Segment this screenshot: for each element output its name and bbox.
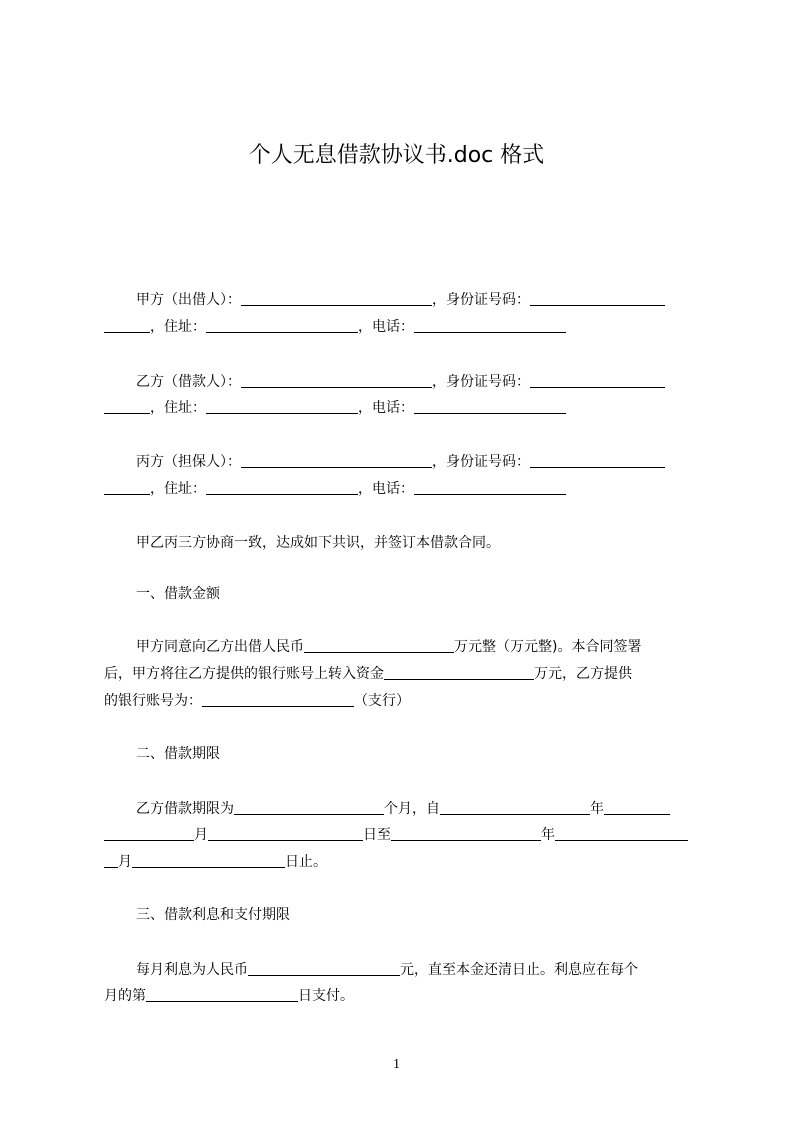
party-a-line-2 xyxy=(104,317,704,337)
section-2-text-1b: 个月，自 xyxy=(384,801,440,817)
party-b-address-blank[interactable] xyxy=(206,399,358,414)
party-b-line-1 xyxy=(136,372,736,392)
party-c-line-1 xyxy=(136,452,736,472)
section-2-line-2 xyxy=(104,825,704,845)
section-3-text-2b: 日支付。 xyxy=(298,988,354,1004)
party-a-id-label: ，身份证号码： xyxy=(432,292,530,308)
party-c-phone-blank[interactable] xyxy=(414,480,566,495)
section-3-line-2 xyxy=(104,986,704,1006)
party-c-id-blank[interactable] xyxy=(530,453,665,468)
end-day-blank[interactable] xyxy=(132,853,285,868)
page-number: 1 xyxy=(393,1057,400,1072)
party-c-id-label: ，身份证号码： xyxy=(432,454,530,470)
section-3-heading: 三、借款利息和支付期限 xyxy=(136,907,290,923)
document-title: 个人无息借款协议书.doc 格式 xyxy=(248,143,545,168)
party-b-label: 乙方（借款人）： xyxy=(136,374,241,390)
section-3-line-1 xyxy=(136,960,736,980)
transfer-amount-blank[interactable] xyxy=(384,665,534,680)
section-1-line-2 xyxy=(104,664,704,684)
section-3-text-2a: 月的第 xyxy=(104,988,146,1004)
party-b-address-label: ，住址： xyxy=(150,400,206,416)
section-1-text-3a: 的银行账号为： xyxy=(104,693,202,709)
party-a-phone-label: ，电话： xyxy=(358,319,414,335)
party-a-id-blank-continued[interactable] xyxy=(104,318,150,333)
section-2-day-to: 日至 xyxy=(363,827,391,843)
section-2-month-2: 月 xyxy=(118,854,132,870)
bank-account-blank[interactable] xyxy=(202,692,354,707)
end-month-blank[interactable] xyxy=(555,826,688,841)
section-2-year-1: 年 xyxy=(590,801,604,817)
section-1-text-2a: 后，甲方将往乙方提供的银行账号上转入资金 xyxy=(104,666,384,682)
party-c-address-label: ，住址： xyxy=(150,481,206,497)
end-year-blank[interactable] xyxy=(391,826,541,841)
party-b-id-label: ，身份证号码： xyxy=(432,374,530,390)
start-year-blank[interactable] xyxy=(440,800,590,815)
party-b-id-blank[interactable] xyxy=(530,373,665,388)
payment-day-blank[interactable] xyxy=(146,987,298,1002)
party-a-line-1 xyxy=(136,290,736,310)
start-day-blank[interactable] xyxy=(208,826,363,841)
party-c-address-blank[interactable] xyxy=(206,480,358,495)
section-1-text-2b: 万元，乙方提供 xyxy=(534,666,632,682)
end-month-blank-continued[interactable] xyxy=(104,853,118,868)
party-c-line-2 xyxy=(104,479,704,499)
loan-months-blank[interactable] xyxy=(234,800,384,815)
party-c-name-blank[interactable] xyxy=(241,453,432,468)
section-2-text-1a: 乙方借款期限为 xyxy=(136,801,234,817)
party-b-phone-blank[interactable] xyxy=(414,399,566,414)
party-b-id-blank-continued[interactable] xyxy=(104,399,150,414)
party-b-name-blank[interactable] xyxy=(241,373,432,388)
start-month-blank[interactable] xyxy=(604,800,670,815)
section-2-line-3 xyxy=(104,852,704,872)
party-a-name-blank[interactable] xyxy=(241,291,432,306)
start-month-blank-continued[interactable] xyxy=(104,826,194,841)
party-a-label: 甲方（出借人）： xyxy=(136,292,241,308)
section-1-text-1a: 甲方同意向乙方出借人民币 xyxy=(136,639,304,655)
party-a-address-blank[interactable] xyxy=(206,318,358,333)
intro-paragraph: 甲乙丙三方协商一致，达成如下共识，并签订本借款合同。 xyxy=(136,535,500,551)
section-2-day-end: 日止。 xyxy=(285,854,327,870)
party-c-phone-label: ，电话： xyxy=(358,481,414,497)
section-2-heading: 二、借款期限 xyxy=(136,746,220,762)
section-1-heading: 一、借款金额 xyxy=(136,586,220,602)
loan-amount-blank[interactable] xyxy=(304,638,454,653)
party-b-line-2 xyxy=(104,398,704,418)
section-2-year-2: 年 xyxy=(541,827,555,843)
party-a-phone-blank[interactable] xyxy=(414,318,566,333)
section-1-text-3b: （支行） xyxy=(354,693,410,709)
party-a-address-label: ，住址： xyxy=(150,319,206,335)
section-2-month-1: 月 xyxy=(194,827,208,843)
section-1-line-1 xyxy=(136,637,736,657)
section-3-text-1a: 每月利息为人民币 xyxy=(136,962,248,978)
party-b-phone-label: ，电话： xyxy=(358,400,414,416)
party-c-label: 丙方（担保人）： xyxy=(136,454,241,470)
party-c-id-blank-continued[interactable] xyxy=(104,480,150,495)
section-2-line-1 xyxy=(136,799,736,819)
monthly-interest-blank[interactable] xyxy=(248,961,400,976)
party-a-id-blank[interactable] xyxy=(530,291,665,306)
section-1-text-1b: 万元整（万元整)。本合同签署 xyxy=(454,639,642,655)
section-1-line-3 xyxy=(104,691,704,711)
section-3-text-1b: 元，直至本金还清日止。利息应在每个 xyxy=(400,962,638,978)
